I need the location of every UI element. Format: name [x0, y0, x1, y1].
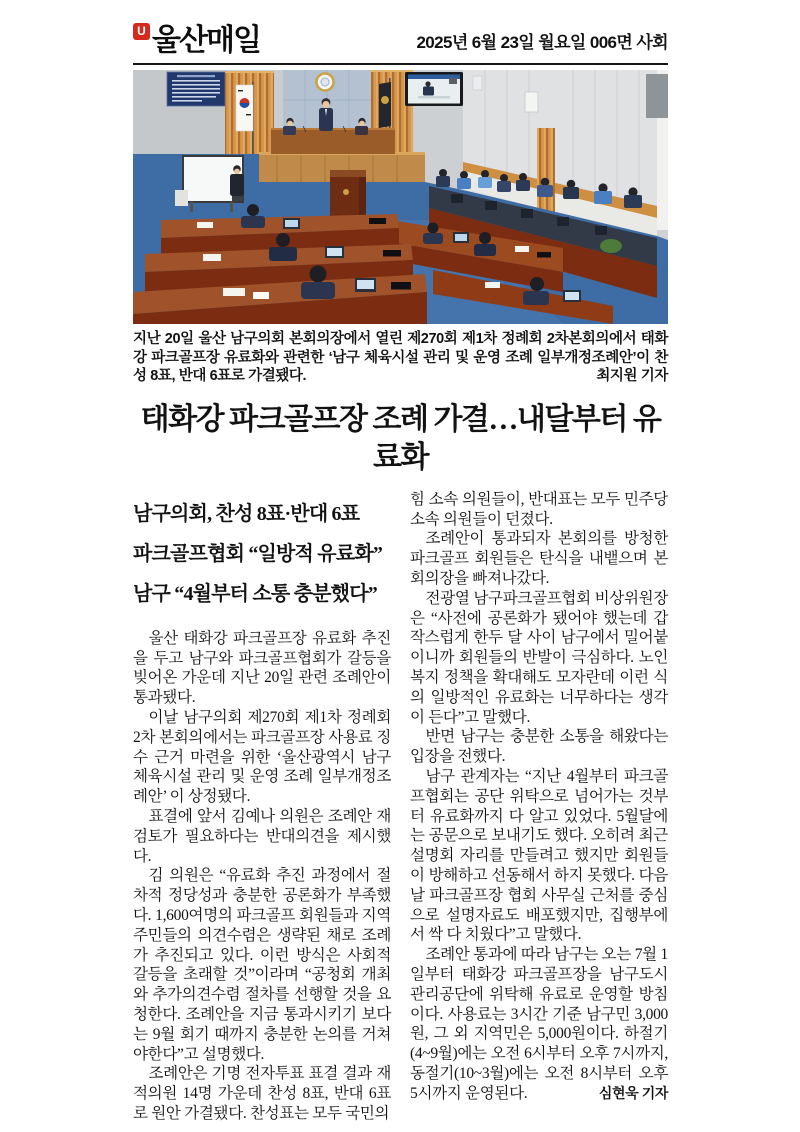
subhead-line: 파크골프협회 “일방적 유료화” [133, 542, 383, 565]
paragraph: 조례안이 통과되자 본회의를 방청한 파크골프 회원들은 탄식을 내뱉으며 본회의장을 빠져나갔다. [410, 530, 668, 587]
paragraph: 전광열 남구파크골프협회 비상위원장은 “사전에 공론화가 됐어야 했는데 갑작스럽게 한두 달 사이 남구에서 밀어붙이니까 회원들의 반발이 극심하다. 노인복지 정책을 확대해도 모자란데 이런 식의 일방적인 유료화는 너무하다는 생각이 든다”고 말했다. [410, 589, 668, 726]
paragraph: 반면 남구는 충분한 소통을 해왔다는 입장을 전했다. [410, 728, 668, 766]
photo-caption-text: 지난 20일 울산 남구의회 본회의장에서 열린 제270회 제1차 정례회 2차본회의에서 태화강 파크골프장 유료화와 관련한 ‘남구 체육시설 관리 및 운영 조례 일부개정조례안’이 찬성 8표, 반대 6표로 가결됐다. [133, 331, 668, 385]
subheads [133, 494, 391, 614]
paragraph-text: 조례안 통과에 따라 남구는 오는 7월 1일부터 태화강 파크골프장을 남구도시관리공단에 위탁해 유료로 운영할 방침이다. 사용료는 3시간 기준 남구민 3,000원, 그 외 지역민은 5,000원이다. 하절기(4~9월)에는 오전 6시부터 오후 7시까지, 동절기(10~3월)에는 오전 8시부터 오후 5시까지 운영된다. [410, 946, 668, 1102]
article-column-right [410, 490, 668, 1124]
newspaper-name: 울산매일 [152, 24, 260, 57]
paragraph: 표결에 앞서 김예나 의원은 조례안 재검토가 필요하다는 반대의견을 제시했다. [133, 807, 391, 865]
paragraph: 울산 태화강 파크골프장 유료화 추진을 두고 남구와 파크골프협회가 갈등을 빚어온 가운데 지난 20일 관련 조례안이 통과됐다. [133, 629, 391, 707]
paragraph: 힘 소속 의원들이, 반대표는 모두 민주당 소속 의원들이 던졌다. [410, 490, 668, 528]
council-emblem [317, 74, 334, 91]
reporter-byline: 심현욱 기자 [598, 1084, 668, 1101]
paragraph: 남구 관계자는 “지난 4월부터 파크골프협회는 공단 위탁으로 넘어가는 것부터 유료화까지 다 알고 있었다. 5월달에는 공문으로 보내기도 했다. 오히려 최근 설명회 자리를 만들려고 했지만 회원들이 방해하고 선동해서 하지 못했다. 다음 날 파크골프장 협회 사무실 근처를 중심으로 설명자료도 배포했지만, 집행부에서 싹 다 치웠다”고 말했다. [410, 767, 668, 944]
paragraph: 조례안은 기명 전자투표 표결 결과 재적의원 14명 가운데 찬성 8표, 반대 6표로 원안 가결됐다. 찬성표는 모두 국민의 [133, 1065, 391, 1122]
member-desks-left [133, 204, 427, 324]
photo-credit: 최지원 기자 [596, 368, 668, 385]
paragraph-last [410, 945, 668, 1103]
council-chamber-photo [133, 70, 668, 324]
article-photo [133, 70, 668, 324]
paragraph: 이날 남구의회 제270회 제1차 정례회 2차 본회의에서는 파크골프장 사용료 징수 근거 마련을 위한 ‘울산광역시 남구 체육시설 관리 및 운영 조례 일부개정조례안’ 이 상정됐다. [133, 708, 391, 806]
wall-speaker-icon [525, 92, 538, 112]
subhead-line: 남구 “4월부터 소통 충분했다” [133, 582, 377, 605]
paragraph: 김 의원은 “유료화 추진 과정에서 절차적 정당성과 충분한 공론화가 부족했다. 1,600여명의 파크골프 회원들과 지역 주민들의 의견수렴은 생략된 채로 조례가 추진되고 있다. 이런 방식은 사회적 갈등을 초래할 것”이라며 “공청회 개최와 추가의견수렴 절차를 선행할 것을 요청한다. 조례안을 지금 통과시키기 보다는 9월 회기 때까지 충분한 논의를 거쳐야한다”고 설명했다. [133, 867, 391, 1063]
article-body [133, 490, 668, 1124]
page-content [133, 26, 668, 1124]
newspaper-logo-icon: U [133, 23, 150, 40]
masthead [133, 26, 668, 65]
plant [600, 239, 622, 253]
article-column-left [133, 490, 391, 1124]
wall-cabinet [646, 74, 668, 118]
edition-dateline: 2025년 6월 23일 월요일 006면 사회 [416, 33, 668, 52]
tv-screen [405, 72, 463, 106]
subhead-line: 남구의회, 찬성 8표·반대 6표 [133, 502, 360, 525]
agenda-board [167, 72, 225, 106]
headline: 태화강 파크골프장 조례 가결…내달부터 유료화 [140, 402, 661, 474]
newspaper-logo [133, 26, 260, 56]
photo-caption [133, 330, 668, 386]
